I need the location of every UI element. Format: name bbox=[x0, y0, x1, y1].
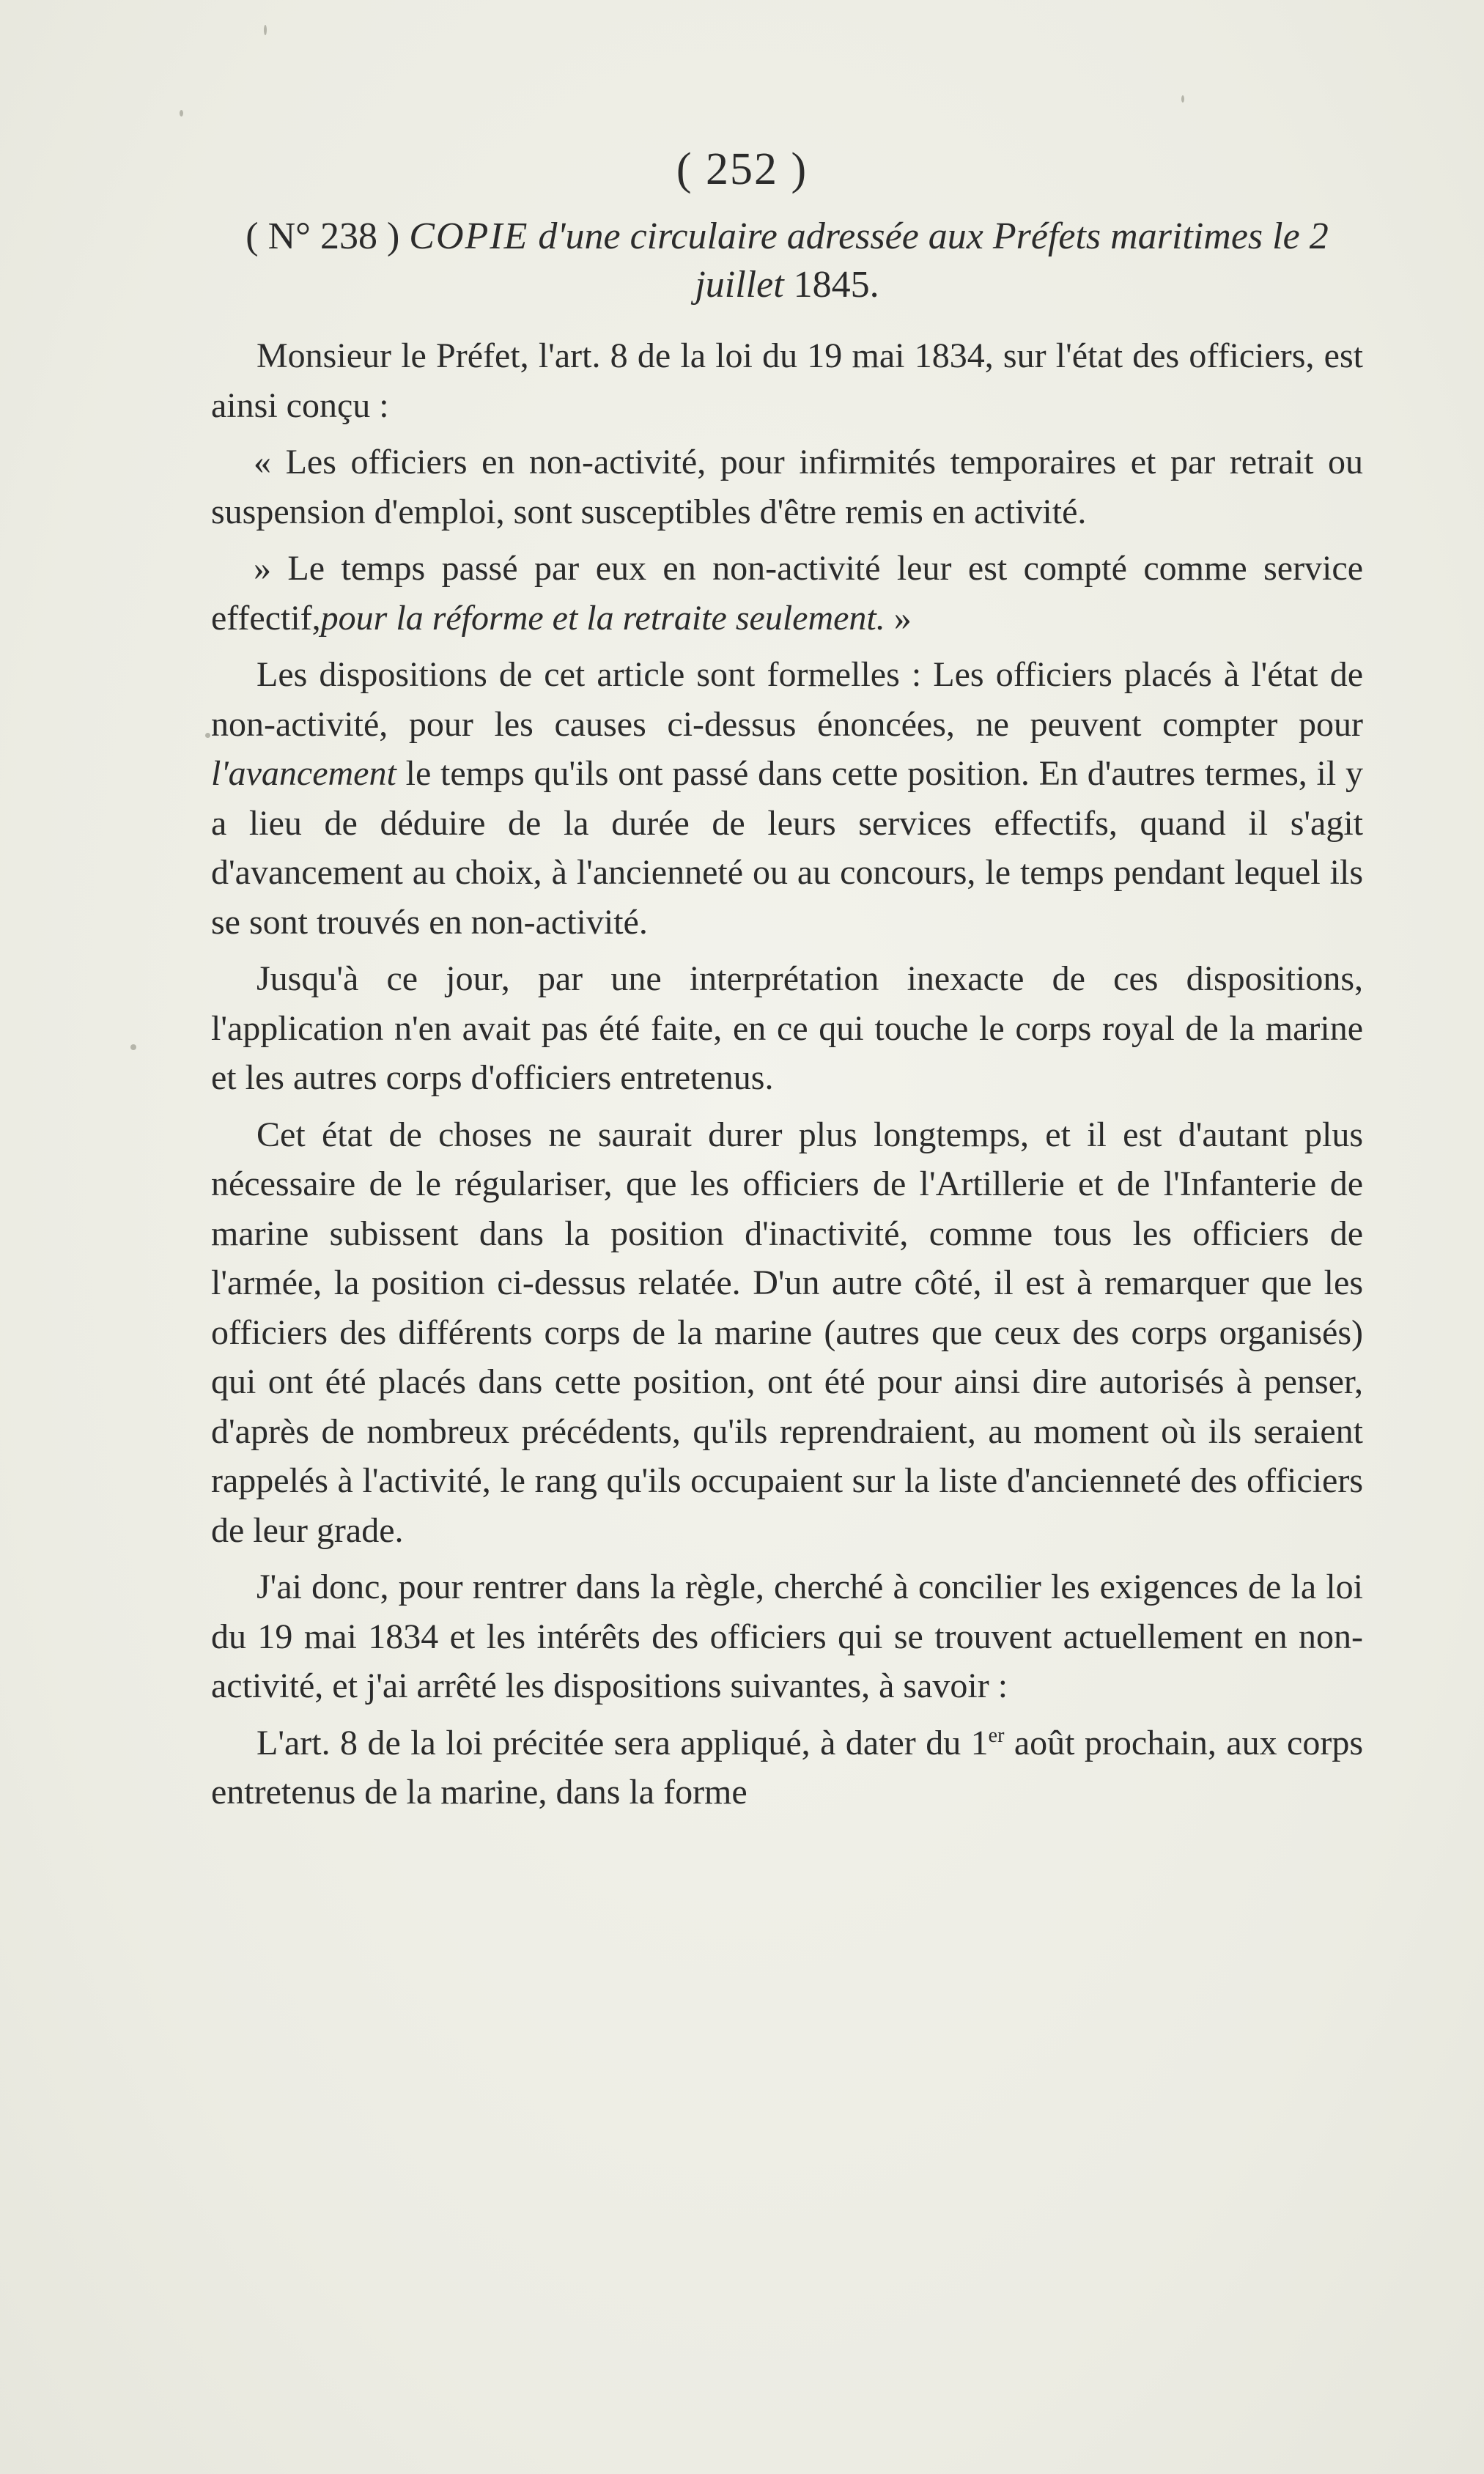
paragraph-8-text-end: août prochain, aux corps entretenus de la marine, dans la forme bbox=[211, 1723, 1364, 1812]
heading-year: 1845. bbox=[793, 264, 879, 306]
closing-quote: » bbox=[893, 598, 912, 638]
paragraph-4-italic: l'avancement bbox=[211, 754, 396, 793]
body-text bbox=[211, 331, 1363, 1825]
speck bbox=[205, 733, 210, 738]
page-number: ( 252 ) bbox=[676, 144, 808, 194]
paragraph-2-quote: « Les officiers en non-activité, pour infirmités temporaires et par retrait ou suspension d'emploi, sont susceptibles d'être remis en activité. bbox=[211, 443, 1363, 531]
paragraph-6: Cet état de choses ne saurait durer plus longtemps, et il est d'autant plus nécessaire de le régulariser, que les officiers de l'Artillerie et de l'Infanterie de marine subissent dans la position d'inactivité, comme tous les officiers de l'armée, la position ci-dessus relatée. D'un autre côté, il est à remarquer que les officiers des différents corps de la marine (autres que ceux des corps organisés) qui ont été placés dans cette position, ont été pour ainsi dire autorisés à penser, d'après de nombreux précédents, qu'ils reprendraient, au moment où ils seraient rappelés à l'activité, le rang qu'ils occupaient sur la liste d'ancienneté des officiers de leur grade. bbox=[211, 1115, 1363, 1550]
paragraph-3-italic: pour la réforme et la retraite seulement. bbox=[320, 598, 885, 638]
paragraph-5: Jusqu'à ce jour, par une interprétation inexacte de ces dispositions, l'application n'en avait pas été faite, en ce qui touche le corps royal de la marine et les autres corps d'officiers entretenus. bbox=[211, 959, 1363, 1097]
paragraph-3-text: » Le temps passé par eux en non-activité leur est compté comme service effectif, bbox=[211, 549, 1363, 638]
paragraph-4 bbox=[211, 650, 1363, 947]
heading-title: d'une circulaire adressée aux Préfets maritimes le 2 juillet bbox=[538, 215, 1329, 306]
speck bbox=[264, 25, 267, 35]
paragraph-8-superscript: er bbox=[988, 1724, 1005, 1747]
document-heading bbox=[211, 213, 1363, 309]
paragraph-8 bbox=[211, 1718, 1363, 1817]
speck bbox=[180, 110, 183, 117]
heading-title-caps: COPIE bbox=[409, 215, 529, 257]
paragraph-7: J'ai donc, pour rentrer dans la règle, cherché à concilier les exigences de la loi du 19 mai 1834 et les intérêts des officiers qui se trouvent actuellement en non-activité, et j'ai arrêté les dispositions suivantes, à savoir : bbox=[211, 1568, 1363, 1705]
speck bbox=[130, 1044, 136, 1050]
paragraph-8-text-start: L'art. 8 de la loi précitée sera appliqué, à dater du 1 bbox=[256, 1723, 989, 1762]
paragraph-1: Monsieur le Préfet, l'art. 8 de la loi du 19 mai 1834, sur l'état des officiers, est ainsi conçu : bbox=[211, 336, 1363, 425]
paragraph-3-quote bbox=[211, 544, 1363, 643]
speck bbox=[1181, 95, 1184, 103]
paragraph-4-text-end: le temps qu'ils ont passé dans cette position. En d'autres termes, il y a lieu de déduire de la durée de leurs services effectifs, quand il s'agit d'avancement au choix, à l'ancienneté ou au concours, le temps pendant lequel ils se sont trouvés en non-activité. bbox=[211, 754, 1363, 942]
document-number: ( N° 238 ) bbox=[246, 215, 400, 257]
paragraph-4-text-start: Les dispositions de cet article sont formelles : Les officiers placés à l'état de non-activité, pour les causes ci-dessus énoncées, ne peuvent compter pour bbox=[211, 655, 1363, 744]
